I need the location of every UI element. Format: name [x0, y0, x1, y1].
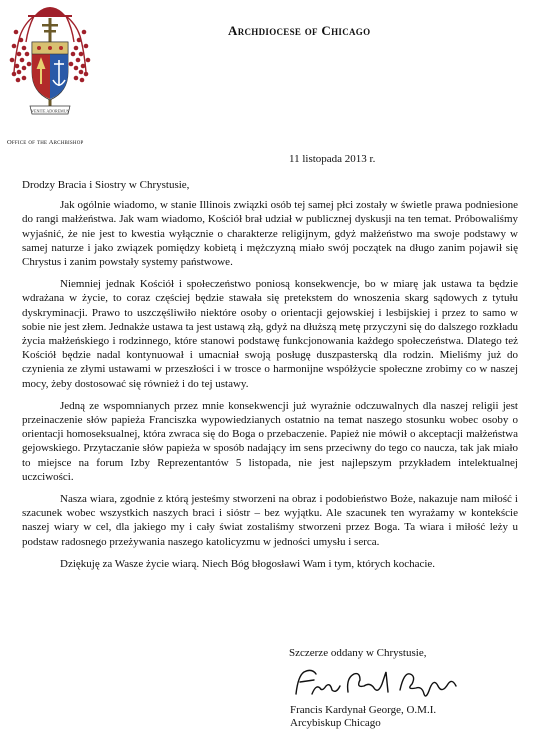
salutation: Drodzy Bracia i Siostry w Chrystusie, [22, 179, 190, 191]
letterhead-title: Archdiocese of Chicago [228, 23, 371, 38]
paragraph-2: Niemniej jednak Kościół i społeczeństwo poniosą konsekwencje, bo w miarę jak ustawa ta będzie wdrażana w życie, to coraz częściej będzie stawała się pretekstem do wnoszenia skarg sądowych z tytułu dyskryminacji. Prawo to uszczęśliwiło niektóre osoby o orientacji gejowskiej i lesbijskiej i przez to samo w sobie nie jest złem. Jednakże ustawa ta jest ustawą złą, gdyż na dłuższą metę przyczyni się do dalszego rozkładu życia małżeńskiego i rodzinnego, które stanowi podstawę funkcjonowania każdego społeczeństwa. Dlatego też Kościół będzie nadal kontynuował i umacniał swoją posługę duszpasterską dla rodzin. Mieliśmy już do czynienia ze złymi ustawami w przeszłości i w trosce o harmonijne współżycie społeczne zrobimy co w naszej mocy, żeby dostosować się również i do tej ustawy. [22, 278, 518, 390]
letter-date: 11 listopada 2013 r. [289, 153, 376, 165]
signatory [290, 704, 436, 730]
letter-body [22, 178, 518, 579]
archdiocese-crest [8, 2, 92, 132]
handwritten-signature [290, 664, 470, 704]
office-of-archbishop: Office of the Archbishop [7, 139, 84, 146]
paragraph-1: Jak ogólnie wiadomo, w stanie Illinois związki osób tej samej płci zostały w świetle prawa podniesione do rangi małżeństwa. Jak wam wiadomo, Kościół brał udział w publicznej dyskusji na ten temat. Próbowaliśmy wyjaśnić, że nie jest to kwestia wyłącznie o charakterze religijnym, gdyż małżeństwo ma swoje podstawy w samej naturze i jako związek pomiędzy kobietą i mężczyzną miało swój początek na długo zanim pojawił się Chrystus i zanim powstały systemy państwowe. [22, 199, 518, 269]
signatory-name: Francis Kardynał George, O.M.I. [290, 704, 437, 716]
closing: Szczerze oddany w Chrystusie, [289, 647, 427, 659]
crest-motto: VENITE ADOREMUS [31, 108, 69, 114]
paragraph-4: Nasza wiara, zgodnie z którą jesteśmy stworzeni na obraz i podobieństwo Boże, nakazuje nam miłość i szacunek wobec wszystkich naszych braci i sióstr – bez wyjątku. Ale szacunek ten wyrażamy w kontekście naszej wiary w cel, dla jakiego my i cały świat zostaliśmy stworzeni przez Boga. Ta wiara i miłość leży u podstaw radosnego przeżywania naszego katolicyzmu w jedności umysłu i serca. [22, 493, 518, 548]
paragraph-5: Dziękuję za Wasze życie wiarą. Niech Bóg błogosławi Wam i tym, których kochacie. [60, 557, 436, 570]
paragraph-3: Jedną ze wspomnianych przez mnie konsekwencji już wyraźnie odczuwalnych dla naszej religii jest przeinaczenie słów papieża Franciszka wypowiedzianych ostatnio na temat naszego stosunku wobec osoby o orientacji homoseksualnej, która zwraca się do Boga o przebaczenie. Papież nie mówił o akceptacji małżeństwa gejowskiego. Przytaczanie słów papieża w sposób nadający im sens przeciwny do tego co naucza, tak jak miało to miejsce na forum Izby Reprezentantów 5 listopada, nie jest najlepszym przykładem intelektualnej uczciwości. [22, 399, 518, 483]
signatory-role: Arcybiskup Chicago [290, 717, 381, 729]
